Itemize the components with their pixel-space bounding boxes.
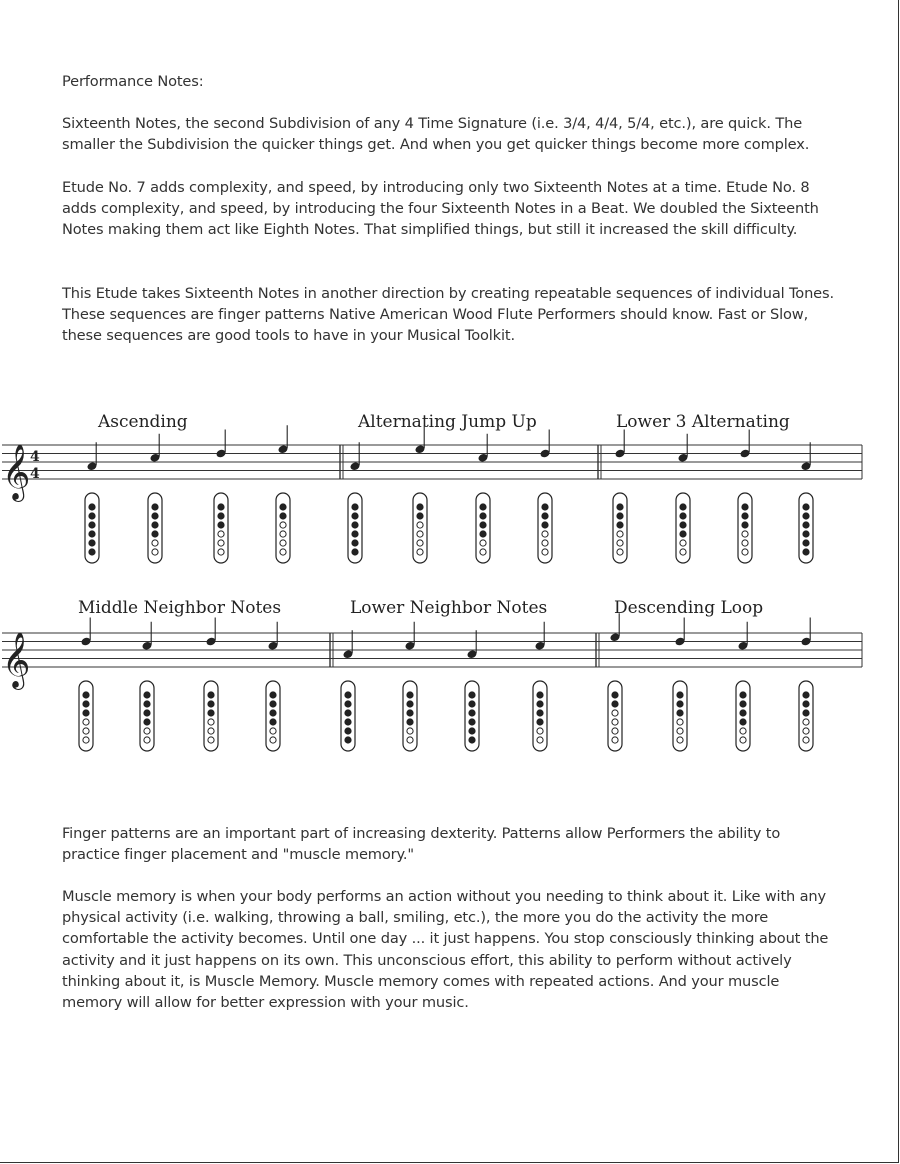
open-hole-icon — [280, 531, 286, 537]
open-hole-icon — [537, 737, 543, 743]
open-hole-icon — [208, 719, 214, 725]
flute-fingering-A — [348, 493, 362, 563]
closed-hole-icon — [480, 531, 486, 537]
closed-hole-icon — [345, 692, 351, 698]
closed-hole-icon — [617, 513, 623, 519]
flute-fingering-A — [465, 681, 479, 751]
closed-hole-icon — [152, 522, 158, 528]
time-signature-bottom: 4 — [30, 466, 40, 482]
flute-fingering-D — [214, 493, 228, 563]
closed-hole-icon — [89, 549, 95, 555]
open-hole-icon — [407, 728, 413, 734]
closed-hole-icon — [542, 513, 548, 519]
closed-hole-icon — [469, 701, 475, 707]
closed-hole-icon — [677, 701, 683, 707]
open-hole-icon — [742, 540, 748, 546]
open-hole-icon — [83, 719, 89, 725]
treble-clef-icon: 𝄞 — [2, 632, 31, 688]
open-hole-icon — [480, 549, 486, 555]
closed-hole-icon — [612, 692, 618, 698]
open-hole-icon — [617, 540, 623, 546]
closed-hole-icon — [469, 719, 475, 725]
flute-fingering-A — [85, 493, 99, 563]
flute-fingering-D — [79, 681, 93, 751]
flute-fingering-D — [204, 681, 218, 751]
closed-hole-icon — [345, 737, 351, 743]
staff-lines — [2, 445, 862, 479]
closed-hole-icon — [280, 504, 286, 510]
flute-fingering-C — [266, 681, 280, 751]
closed-hole-icon — [469, 692, 475, 698]
flute-fingering-C — [476, 493, 490, 563]
staff-system-2 — [2, 598, 862, 751]
closed-hole-icon — [542, 522, 548, 528]
closed-hole-icon — [617, 504, 623, 510]
open-hole-icon — [83, 737, 89, 743]
measure-title: Descending Loop — [614, 598, 764, 618]
open-hole-icon — [742, 549, 748, 555]
closed-hole-icon — [144, 710, 150, 716]
closed-hole-icon — [537, 710, 543, 716]
flute-notation — [0, 395, 900, 775]
closed-hole-icon — [144, 701, 150, 707]
closed-hole-icon — [270, 710, 276, 716]
open-hole-icon — [270, 737, 276, 743]
flute-fingering-D — [673, 681, 687, 751]
closed-hole-icon — [480, 522, 486, 528]
open-hole-icon — [542, 549, 548, 555]
closed-hole-icon — [208, 692, 214, 698]
closed-hole-icon — [345, 701, 351, 707]
closed-hole-icon — [345, 710, 351, 716]
open-hole-icon — [218, 531, 224, 537]
open-hole-icon — [280, 540, 286, 546]
closed-hole-icon — [89, 513, 95, 519]
measure-title: Lower Neighbor Notes — [350, 598, 548, 618]
time-signature-top: 4 — [30, 449, 40, 465]
closed-hole-icon — [480, 504, 486, 510]
closed-hole-icon — [407, 701, 413, 707]
closed-hole-icon — [407, 719, 413, 725]
closed-hole-icon — [152, 513, 158, 519]
open-hole-icon — [417, 540, 423, 546]
open-hole-icon — [152, 540, 158, 546]
staff-lines — [2, 633, 862, 667]
open-hole-icon — [144, 728, 150, 734]
closed-hole-icon — [803, 513, 809, 519]
closed-hole-icon — [280, 513, 286, 519]
open-hole-icon — [542, 531, 548, 537]
closed-hole-icon — [803, 522, 809, 528]
open-hole-icon — [144, 737, 150, 743]
open-hole-icon — [208, 728, 214, 734]
open-hole-icon — [612, 737, 618, 743]
open-hole-icon — [280, 522, 286, 528]
flute-fingering-D — [738, 493, 752, 563]
closed-hole-icon — [803, 692, 809, 698]
closed-hole-icon — [542, 504, 548, 510]
open-hole-icon — [542, 540, 548, 546]
open-hole-icon — [803, 728, 809, 734]
open-hole-icon — [280, 549, 286, 555]
open-hole-icon — [83, 728, 89, 734]
measure-title: Alternating Jump Up — [358, 412, 537, 432]
closed-hole-icon — [537, 701, 543, 707]
paragraph-muscle-memory: Muscle memory is when your body performs an action without you needing to think about it. Like with any physical activity (i.e. walking, throwing a ball, smiling, etc.), the more you do the activity the more comfortable the activity becomes. Until one day ... it just happens. You stop consciously thinking about the activity and it just happens on its own. This unconscious effort, this ability to perform without actively thinking about it, is Muscle Memory. Muscle memory comes with repeated actions. And your muscle memory will allow for better expression with your music. — [62, 888, 829, 1012]
closed-hole-icon — [803, 504, 809, 510]
open-hole-icon — [803, 737, 809, 743]
closed-hole-icon — [89, 504, 95, 510]
closed-hole-icon — [740, 719, 746, 725]
closed-hole-icon — [352, 549, 358, 555]
open-hole-icon — [740, 737, 746, 743]
closed-hole-icon — [352, 522, 358, 528]
closed-hole-icon — [537, 692, 543, 698]
open-hole-icon — [208, 737, 214, 743]
closed-hole-icon — [89, 540, 95, 546]
open-hole-icon — [742, 531, 748, 537]
closed-hole-icon — [352, 531, 358, 537]
closed-hole-icon — [680, 504, 686, 510]
open-hole-icon — [480, 540, 486, 546]
closed-hole-icon — [469, 737, 475, 743]
closed-hole-icon — [208, 701, 214, 707]
open-hole-icon — [677, 728, 683, 734]
flute-fingering-C — [403, 681, 417, 751]
open-hole-icon — [612, 719, 618, 725]
closed-hole-icon — [742, 513, 748, 519]
closed-hole-icon — [152, 531, 158, 537]
open-hole-icon — [803, 719, 809, 725]
open-hole-icon — [677, 719, 683, 725]
closed-hole-icon — [680, 513, 686, 519]
closed-hole-icon — [617, 522, 623, 528]
open-hole-icon — [617, 549, 623, 555]
closed-hole-icon — [270, 701, 276, 707]
closed-hole-icon — [740, 701, 746, 707]
flute-fingering-D — [538, 493, 552, 563]
open-hole-icon — [417, 531, 423, 537]
closed-hole-icon — [740, 692, 746, 698]
closed-hole-icon — [612, 701, 618, 707]
paragraph-repeatable-sequences: This Etude takes Sixteenth Notes in another direction by creating repeatable sequences of individual Tones. These sequences are finger patterns Native American Wood Flute Performers should know. Fast or Slow, these sequences are good tools to have in your Musical Toolkit. — [62, 285, 834, 345]
open-hole-icon — [680, 540, 686, 546]
paragraph-sixteenth-notes: Sixteenth Notes, the second Subdivision of any 4 Time Signature (i.e. 3/4, 4/4, 5/4, etc.), are quick. The smaller the Subdivision the quicker things get. And when you get quicker things become more complex. — [62, 115, 810, 154]
closed-hole-icon — [417, 513, 423, 519]
closed-hole-icon — [218, 522, 224, 528]
closed-hole-icon — [677, 710, 683, 716]
open-hole-icon — [677, 737, 683, 743]
paragraph-etude-complexity: Etude No. 7 adds complexity, and speed, by introducing only two Sixteenth Notes at a time. Etude No. 8 adds complexity, and speed, by introducing the four Sixteenth Notes in a Beat. We doubled the Sixteenth Notes making them act like Eighth Notes. That simplified things, but still it increased the skill difficulty. — [62, 179, 819, 239]
closed-hole-icon — [152, 504, 158, 510]
closed-hole-icon — [740, 710, 746, 716]
closed-hole-icon — [345, 728, 351, 734]
open-hole-icon — [740, 728, 746, 734]
closed-hole-icon — [270, 692, 276, 698]
closed-hole-icon — [83, 692, 89, 698]
closed-hole-icon — [677, 692, 683, 698]
measure-title: Ascending — [98, 412, 188, 432]
closed-hole-icon — [352, 513, 358, 519]
closed-hole-icon — [480, 513, 486, 519]
open-hole-icon — [218, 540, 224, 546]
treble-clef-icon: 𝄞 — [2, 444, 31, 500]
flute-fingering-C — [736, 681, 750, 751]
closed-hole-icon — [469, 728, 475, 734]
performance-notes-heading: Performance Notes: — [62, 73, 204, 90]
closed-hole-icon — [208, 710, 214, 716]
open-hole-icon — [218, 549, 224, 555]
open-hole-icon — [407, 737, 413, 743]
open-hole-icon — [270, 728, 276, 734]
closed-hole-icon — [407, 710, 413, 716]
open-hole-icon — [680, 549, 686, 555]
closed-hole-icon — [417, 504, 423, 510]
closed-hole-icon — [89, 531, 95, 537]
measure-title: Middle Neighbor Notes — [78, 598, 282, 618]
flute-fingering-E — [608, 681, 622, 751]
closed-hole-icon — [144, 692, 150, 698]
closed-hole-icon — [803, 549, 809, 555]
closed-hole-icon — [218, 504, 224, 510]
open-hole-icon — [152, 549, 158, 555]
flute-fingering-D — [613, 493, 627, 563]
paragraph-finger-patterns: Finger patterns are an important part of increasing dexterity. Patterns allow Performers the ability to practice finger placement and "muscle memory." — [62, 825, 781, 864]
flute-fingering-A — [799, 493, 813, 563]
open-hole-icon — [612, 728, 618, 734]
open-hole-icon — [617, 531, 623, 537]
measure-title: Lower 3 Alternating — [616, 412, 790, 432]
closed-hole-icon — [352, 504, 358, 510]
closed-hole-icon — [83, 701, 89, 707]
closed-hole-icon — [742, 504, 748, 510]
flute-fingering-E — [276, 493, 290, 563]
open-hole-icon — [417, 549, 423, 555]
closed-hole-icon — [680, 531, 686, 537]
closed-hole-icon — [537, 719, 543, 725]
closed-hole-icon — [270, 719, 276, 725]
flute-fingering-D — [799, 681, 813, 751]
closed-hole-icon — [144, 719, 150, 725]
open-hole-icon — [537, 728, 543, 734]
flute-fingering-E — [413, 493, 427, 563]
closed-hole-icon — [742, 522, 748, 528]
closed-hole-icon — [469, 710, 475, 716]
flute-fingering-C — [140, 681, 154, 751]
closed-hole-icon — [803, 540, 809, 546]
closed-hole-icon — [803, 701, 809, 707]
open-hole-icon — [417, 522, 423, 528]
closed-hole-icon — [803, 710, 809, 716]
flute-fingering-C — [533, 681, 547, 751]
closed-hole-icon — [218, 513, 224, 519]
open-hole-icon — [612, 710, 618, 716]
flute-fingering-A — [341, 681, 355, 751]
closed-hole-icon — [345, 719, 351, 725]
closed-hole-icon — [680, 522, 686, 528]
closed-hole-icon — [83, 710, 89, 716]
closed-hole-icon — [89, 522, 95, 528]
closed-hole-icon — [352, 540, 358, 546]
closed-hole-icon — [407, 692, 413, 698]
flute-fingering-C — [148, 493, 162, 563]
staff-system-1 — [2, 412, 862, 563]
flute-fingering-C — [676, 493, 690, 563]
closed-hole-icon — [803, 531, 809, 537]
